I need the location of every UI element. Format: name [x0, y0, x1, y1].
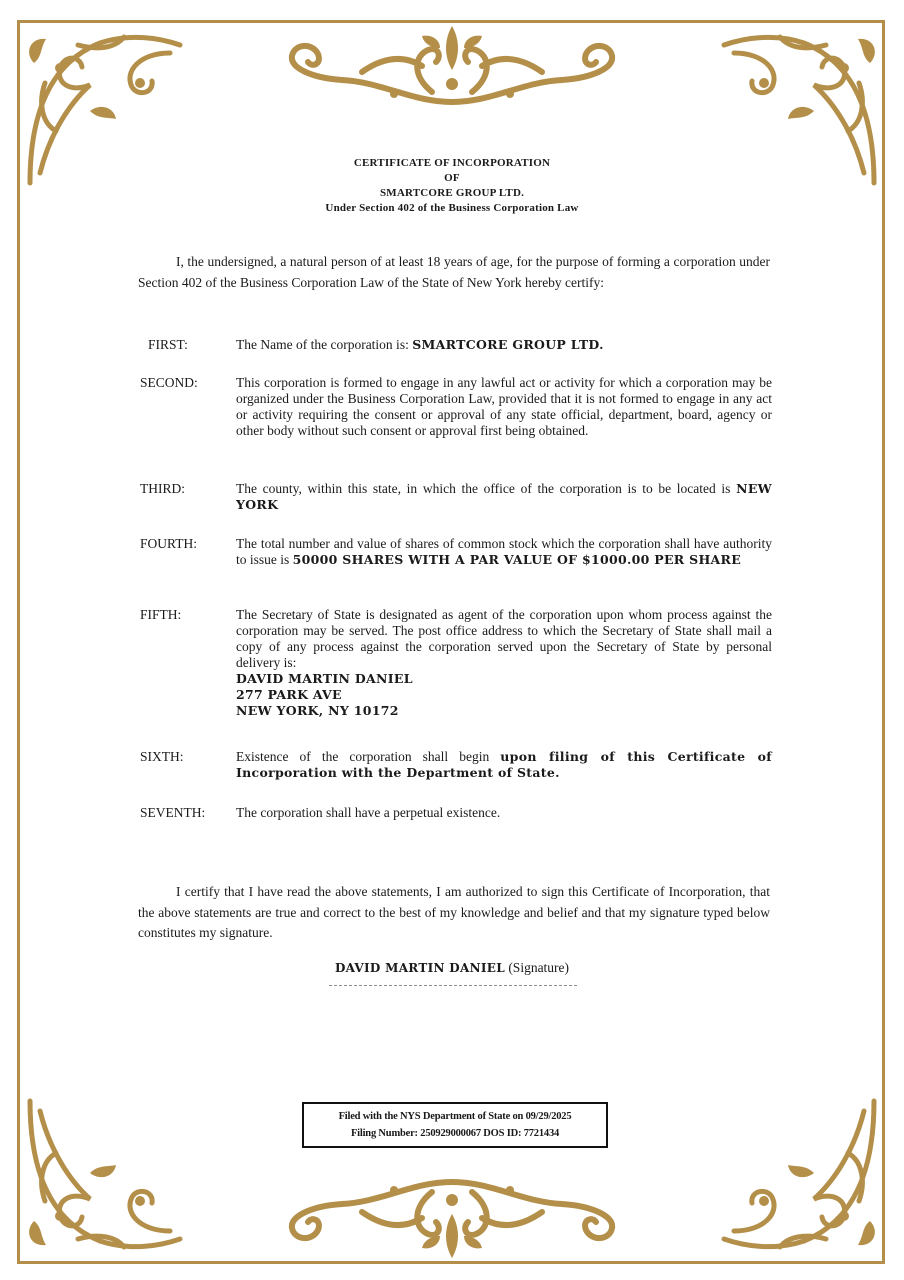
- article-fifth-label: FIFTH:: [140, 607, 182, 622]
- agent-street: 277 PARK AVE: [236, 687, 342, 702]
- agent-name: DAVID MARTIN DANIEL: [236, 671, 413, 686]
- company-name-bold: SMARTCORE GROUP LTD.: [412, 337, 604, 352]
- signature-block: [0, 960, 904, 976]
- article-fourth-label: FOURTH:: [140, 536, 197, 551]
- article-sixth: [140, 749, 772, 781]
- article-seventh-text: The corporation shall have a perpetual existence.: [236, 805, 501, 820]
- article-first-text: The Name of the corporation is: SMARTCORE GROUP LTD.: [236, 337, 604, 352]
- heading-of: OF: [444, 172, 460, 184]
- county-bold: NEW YORK: [236, 481, 772, 512]
- agent-city: NEW YORK, NY 10172: [236, 703, 399, 718]
- article-second-text: This corporation is formed to engage in any lawful act or activity for which a corporation may be organized under the Business Corporation Law, provided that it is not formed to engage in any act or activity requiring the consent or approval of any state official, department, board, agency or other body without such consent or approval first being obtained.: [236, 375, 772, 438]
- intro-paragraph: I, the undersigned, a natural person of at least 18 years of age, for the purpose of forming a corporation under Section 402 of the Business Corporation Law of the State of New York hereby certify:: [138, 254, 770, 290]
- article-seventh: [140, 805, 772, 821]
- article-fifth-text: The Secretary of State is designated as agent of the corporation upon whom process against the corporation may be served. The post office address to which the Secretary of State shall mail a copy of any process against the corporation served upon the Secretary of State by personal delivery is: DAVID MARTIN DANIEL 277 PARK AVE NEW YORK, NY 10172: [236, 607, 772, 718]
- article-third-label: THIRD:: [140, 481, 185, 496]
- article-sixth-label: SIXTH:: [140, 749, 184, 764]
- heading-title: CERTIFICATE OF INCORPORATION: [353, 157, 551, 169]
- filing-date: Filed with the NYS Department of State on 09/29/2025: [338, 1111, 572, 1122]
- existence-bold: upon filing of this Certificate of Incorporation with the Department of State.: [236, 749, 772, 780]
- article-sixth-text: Existence of the corporation shall begin upon filing of this Certificate of Incorporation with the Department of State.: [236, 749, 772, 780]
- article-third-text: The county, within this state, in which the office of the corporation is to be located is NEW YORK: [236, 481, 772, 512]
- certificate-heading: [0, 156, 904, 216]
- article-fourth-text: The total number and value of shares of common stock which the corporation shall have authority to issue is 50000 SHARES WITH A PAR VALUE OF $1000.00 PER SHARE: [236, 536, 772, 567]
- bottom-center-ornament: [282, 1170, 622, 1262]
- article-first: [140, 337, 772, 353]
- certify-paragraph: I certify that I have read the above statements, I am authorized to sign this Certificate of Incorporation, that the above statements are true and correct to the best of my knowledge and belief and that my signature typed below constitutes my signature.: [138, 884, 770, 940]
- article-third: [140, 481, 772, 513]
- signature-line: [329, 985, 577, 986]
- signature-suffix: (Signature): [508, 960, 570, 975]
- article-second-label: SECOND:: [140, 375, 198, 390]
- article-fourth: [140, 536, 772, 568]
- article-fifth: [140, 607, 772, 719]
- article-first-label: FIRST:: [148, 337, 188, 352]
- article-second: [140, 375, 772, 439]
- corner-ornament-bottom-right: [714, 1091, 884, 1261]
- heading-subtitle: Under Section 402 of the Business Corporation Law: [325, 202, 579, 214]
- corner-ornament-bottom-left: [20, 1091, 190, 1261]
- top-center-ornament: [282, 22, 622, 114]
- article-seventh-label: SEVENTH:: [140, 805, 206, 820]
- signature-name: DAVID MARTIN DANIEL: [334, 961, 505, 975]
- filing-stamp: [302, 1102, 608, 1148]
- shares-bold: 50000 SHARES WITH A PAR VALUE OF $1000.00 PER SHARE: [292, 552, 742, 567]
- heading-company-name: SMARTCORE GROUP LTD.: [379, 187, 525, 199]
- filing-number: Filing Number: 250929000067 DOS ID: 7721434: [350, 1128, 560, 1139]
